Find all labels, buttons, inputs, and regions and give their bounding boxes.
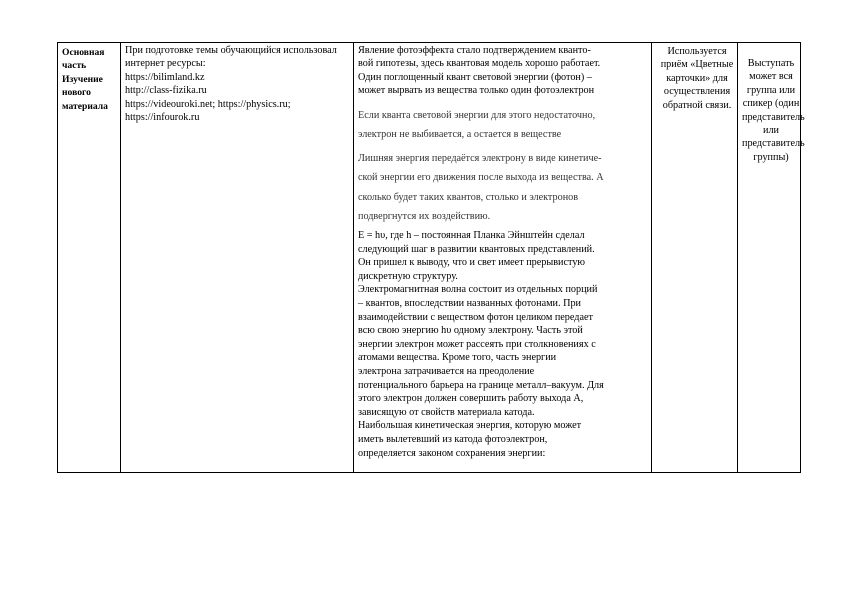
assessment-text: Выступать может вся группа или спикер (один представитель или представитель группы) bbox=[742, 58, 805, 163]
assessment-cell bbox=[738, 43, 805, 472]
content-cell bbox=[354, 43, 652, 472]
method-cell bbox=[652, 43, 738, 472]
lesson-table bbox=[57, 42, 805, 473]
stage-cell bbox=[58, 43, 121, 472]
content-paragraph-2: Если кванта световой энергии для этого недостаточно, электрон не выбивается, а остается в веществе bbox=[358, 110, 596, 141]
resources-cell bbox=[121, 43, 354, 472]
content-paragraph-4: E = hυ, где h – постоянная Планка Эйнштейн сделал следующий шаг в развитии квантовых представлений. Он пришел к выводу, что и свет имеет прерывистую дискретную структуру. Электромагнитная волна состоит из отдельных порций – квантов, впоследствии названных фотонами. При взаимодействии с веществом фотон целиком передает всю свою энергию hυ одному электрону. Часть этой энергии электрон может рассеять при столкновениях с атомами вещества. Кроме того, часть энергии электрона затрачивается на преодоление потенциального барьера на границе металл–вакуум. Для этого электрон должен совершить работу выхода A, зависящую от свойств материала катода. Наибольшая кинетическая энергия, которую может иметь вылетевший из катода фотоэлектрон, определяется законом сохранения энергии: bbox=[358, 230, 604, 459]
content-paragraph-1: Явление фотоэффекта стало подтверждением кванто- вой гипотезы, здесь квантовая модель хорошо работает. Один поглощенный квант световой энергии (фотон) – может вырвать из вещества только один фотоэлектрон bbox=[358, 45, 601, 97]
stage-text: Основная часть Изучение нового материала bbox=[62, 47, 108, 112]
resources-text: При подготовке темы обучающийся использовал интернет ресурсы: https://bilimland.kz http://class-fizika.ru https://videouroki.net; https://physics.ru; https://infourok.ru bbox=[125, 45, 337, 124]
content-paragraph-3: Лишняя энергия передаётся электрону в виде кинетиче- ской энергии его движения после выхода из вещества. А сколько будет таких квантов, столько и электронов подвергнутся их воздействию. bbox=[358, 153, 604, 223]
method-text: Используется приём «Цветные карточки» для осуществления обратной связи. bbox=[660, 46, 734, 111]
